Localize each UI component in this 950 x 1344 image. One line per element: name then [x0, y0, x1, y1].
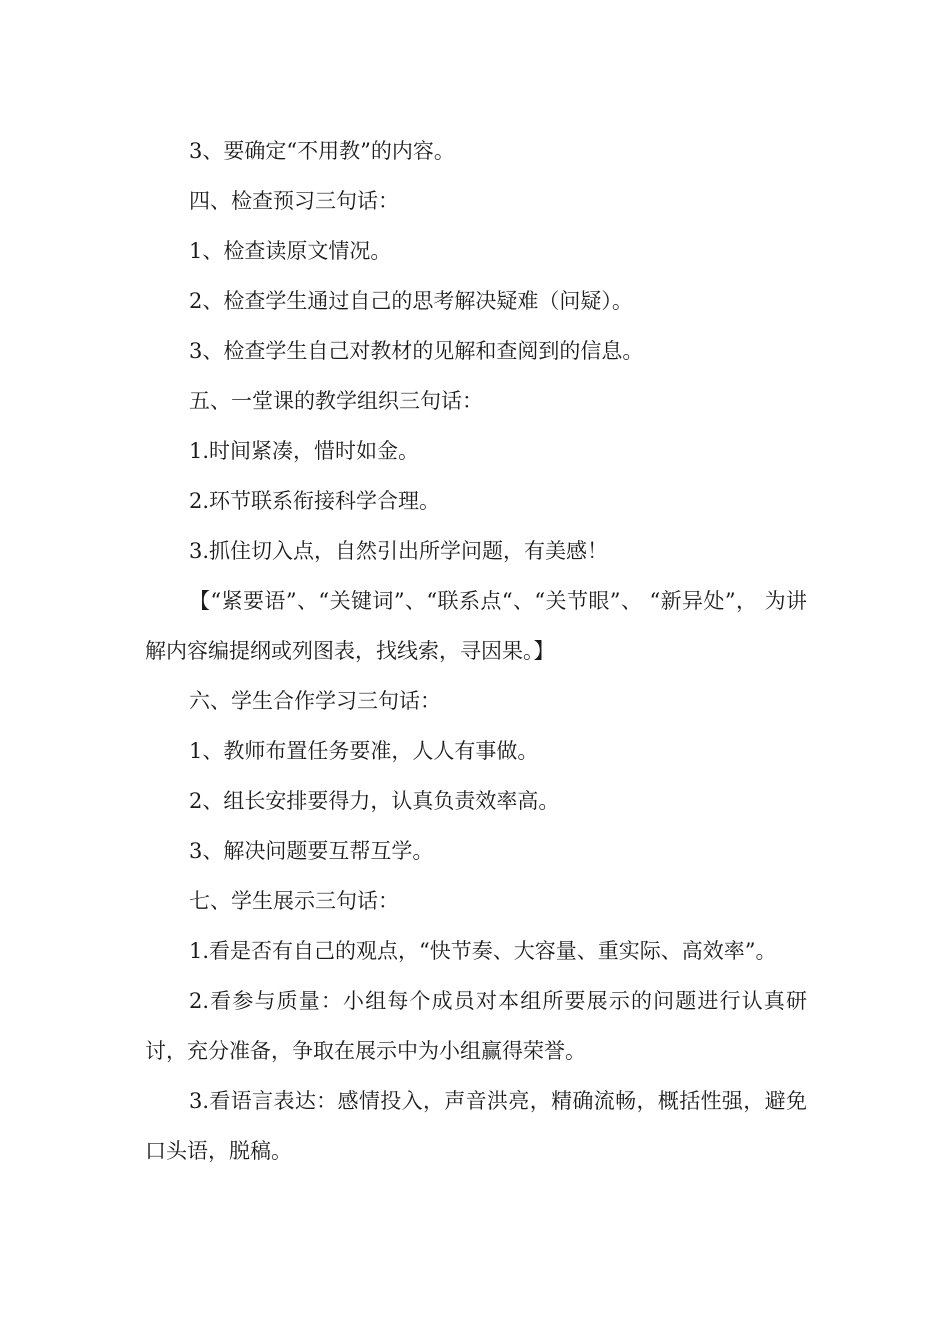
section-heading-4-preview-check: 四、检查预习三句话：: [189, 189, 399, 213]
section-heading-5-class-organization: 五、一堂课的教学组织三句话：: [189, 389, 483, 413]
paragraph-item: 1.看是否有自己的观点，“快节奏、大容量、重实际、高效率”。: [189, 939, 777, 963]
paragraph-item: 1、检查读原文情况。: [189, 239, 392, 263]
paragraph-item: 3、检查学生自己对教材的见解和查阅到的信息。: [189, 339, 644, 363]
paragraph-item: 3.看语言表达：感情投入，声音洪亮，精确流畅，概括性强，避免口头语，脱稿。: [145, 1089, 807, 1163]
paragraph-item: 2.环节联系衔接科学合理。: [189, 489, 441, 513]
paragraph-item: 1、教师布置任务要准，人人有事做。: [189, 739, 539, 763]
paragraph-item: 3、解决问题要互帮互学。: [189, 839, 434, 863]
bracket-note-paragraph: 【“紧要语”、“关键词”、“联系点“、“关节眼”、 “新异处”， 为讲解内容编提纲或列图表，找线索，寻因果。】: [145, 589, 807, 663]
document-body: [145, 126, 807, 1176]
paragraph-item: 2、检查学生通过自己的思考解决疑难（问疑）。: [189, 289, 633, 313]
paragraph-item: 1.时间紧凑，惜时如金。: [189, 439, 420, 463]
paragraph-item: 2.看参与质量：小组每个成员对本组所要展示的问题进行认真研讨，充分准备，争取在展示中为小组赢得荣誉。: [145, 989, 807, 1063]
section-heading-6-cooperative-learning: 六、学生合作学习三句话：: [189, 689, 441, 713]
section-heading-7-student-presentation: 七、学生展示三句话：: [189, 889, 399, 913]
paragraph-item-3-no-teach: 3、要确定“不用教”的内容。: [189, 139, 455, 163]
paragraph-item: 3.抓住切入点，自然引出所学问题，有美感！: [189, 539, 609, 563]
paragraph-item: 2、组长安排要得力，认真负责效率高。: [189, 789, 560, 813]
